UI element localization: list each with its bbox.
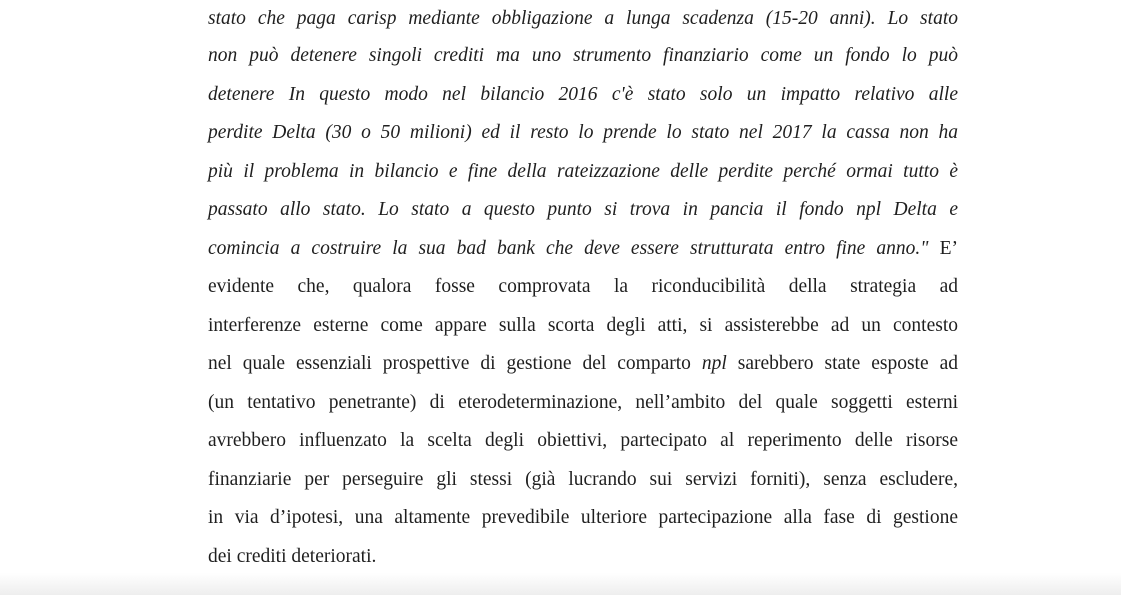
text-line-11: (un tentativo penetrante) di eterodeterminazione, nell’ambito del quale soggetti esterni [208,391,958,413]
text-line-1: stato che paga carisp mediante obbligazione a lunga scadenza (15-20 anni). Lo stato [208,8,958,29]
text-line-13: finanziarie per perseguire gli stessi (già lucrando sui servizi forniti), senza escludere, [208,468,958,490]
text-line-12: avrebbero influenzato la scelta degli obiettivi, partecipato al reperimento delle risorse [208,430,958,451]
text-line-8: evidente che, qualora fosse comprovata la riconducibilità della strategia ad [208,276,958,297]
text-line-14: in via d’ipotesi, una altamente prevedibile ulteriore partecipazione alla fase di gestione [208,507,958,528]
text-line-2: non può detenere singoli crediti ma uno strumento finanziario come un fondo lo può [208,45,958,66]
text-line-4: perdite Delta (30 o 50 milioni) ed il resto lo prende lo stato nel 2017 la cassa non ha [208,122,958,143]
text-line-10: nel quale essenziali prospettive di gestione del comparto npl sarebbero state esposte ad [208,353,958,374]
text-line-9: interferenze esterne come appare sulla scorta degli atti, si assisterebbe ad un contesto [208,314,958,336]
text-line-5: più il problema in bilancio e fine della rateizzazione delle perdite perché ormai tutto è [208,160,958,182]
text-line-6: passato allo stato. Lo stato a questo punto si trova in pancia il fondo npl Delta e [208,199,958,220]
text-line-7: comincia a costruire la sua bad bank che deve essere strutturata entro fine anno." E’ [208,237,958,259]
page-bottom-edge [0,573,1121,595]
body-text [208,0,958,576]
text-line-3: detenere In questo modo nel bilancio 2016 c'è stato solo un impatto relativo alle [208,83,958,105]
text-line-15: dei crediti deteriorati. [208,545,377,567]
